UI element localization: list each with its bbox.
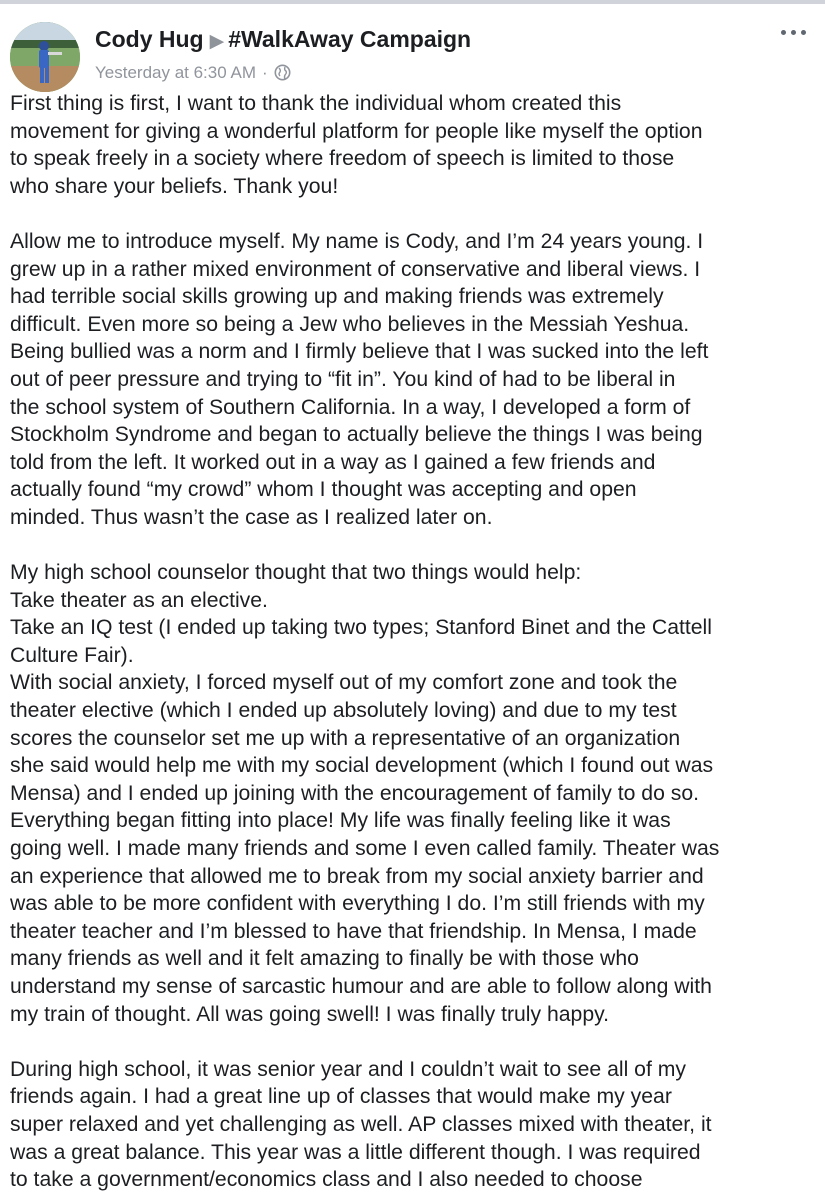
post-text-line: theater elective (which I ended up absolutely loving) and due to my test [10, 699, 677, 723]
post-text-line: going well. I made many friends and some I even called family. Theater was [10, 837, 720, 861]
arrow-right-icon: ▶ [209, 31, 225, 52]
post-text-line: the school system of Southern California. In a way, I developed a form of [10, 395, 691, 419]
avatar[interactable] [10, 22, 80, 92]
group-name[interactable]: #WalkAway Campaign [228, 26, 472, 52]
post-text-line: my train of thought. All was going swell! I was finally truly happy. [10, 1002, 610, 1026]
post-text-line: told from the left. It worked out in a way as I gained a few friends and [10, 450, 656, 474]
post-text-line: During high school, it was senior year and I couldn’t wait to see all of my [10, 1057, 686, 1081]
post-text-line: minded. Thus wasn’t the case as I realized later on. [10, 505, 493, 529]
post-text-line: Mensa) and I ended up joining with the encouragement of family to do so. [10, 781, 700, 805]
post-text-line: My high school counselor thought that two things would help: [10, 561, 582, 585]
top-divider [0, 0, 825, 4]
post-text-line: friends again. I had a great line up of classes that would make my year [10, 1085, 672, 1109]
post-text-line: out of peer pressure and trying to “fit in”. You kind of had to be liberal in [10, 367, 676, 391]
post-text-line: was able to be more confident with everything I do. I’m still friends with my [10, 892, 705, 916]
post-text-line: who share your beliefs. Thank you! [10, 174, 339, 198]
timestamp[interactable]: Yesterday at 6:30 AM [95, 63, 256, 82]
post-text-line: to speak freely in a society where freedom of speech is limited to those [10, 147, 675, 171]
post-text-line: theater teacher and I’m blessed to have that friendship. In Mensa, I made [10, 919, 697, 943]
post-header [0, 10, 825, 90]
post-text-line: to take a government/economics class and I also needed to choose [10, 1168, 643, 1192]
post-text-line: Take an IQ test (I ended up taking two types; Stanford Binet and the Cattell [10, 616, 712, 640]
paragraph-gap [10, 532, 815, 560]
paragraph-gap [10, 200, 815, 228]
post-title-line [95, 22, 471, 56]
post-text-line: difficult. Even more so being a Jew who believes in the Messiah Yeshua. [10, 312, 690, 336]
author-name[interactable]: Cody Hug [95, 26, 204, 52]
post-text-line: Stockholm Syndrome and began to actually believe the things I was being [10, 423, 703, 447]
more-options-icon[interactable] [781, 28, 807, 38]
meta-separator: · [261, 63, 268, 82]
post-text-line: super relaxed and yet challenging as well. AP classes mixed with theater, it [10, 1112, 712, 1136]
post-text-line: many friends as well and it felt amazing to finally be with those who [10, 947, 639, 971]
post-text-line: Allow me to introduce myself. My name is Cody, and I’m 24 years young. I [10, 229, 704, 253]
post-text-line: was a great balance. This year was a little different though. I was required [10, 1140, 701, 1164]
post-text-line: actually found “my crowd” whom I thought was accepting and open [10, 478, 637, 502]
post-meta [95, 60, 291, 86]
post-body [10, 90, 815, 1194]
post-text-line: First thing is first, I want to thank the individual whom created this [10, 92, 622, 115]
globe-icon[interactable] [274, 63, 291, 89]
avatar-photo [10, 22, 80, 92]
post-text-line: Being bullied was a norm and I firmly believe that I was sucked into the left [10, 340, 709, 364]
post-text-line: grew up in a rather mixed environment of conservative and liberal views. I [10, 257, 701, 281]
post-text-line: she said would help me with my social development (which I found out was [10, 754, 714, 778]
paragraph-gap [10, 1028, 815, 1056]
post-text-line: scores the counselor set me up with a representative of an organization [10, 726, 681, 750]
post-text-line: movement for giving a wonderful platform for people like myself the option [10, 119, 703, 143]
post-text-line: With social anxiety, I forced myself out of my comfort zone and took the [10, 671, 678, 695]
post-text-line: Culture Fair). [10, 643, 134, 667]
post-text-line: Everything began fitting into place! My life was finally feeling like it was [10, 809, 671, 833]
post-text-line: an experience that allowed me to break from my social anxiety barrier and [10, 864, 704, 888]
post-text-line: had terrible social skills growing up and making friends was extremely [10, 285, 664, 309]
post-text-line: Take theater as an elective. [10, 588, 268, 612]
post-text-line: understand my sense of sarcastic humour and are able to follow along with [10, 975, 712, 998]
